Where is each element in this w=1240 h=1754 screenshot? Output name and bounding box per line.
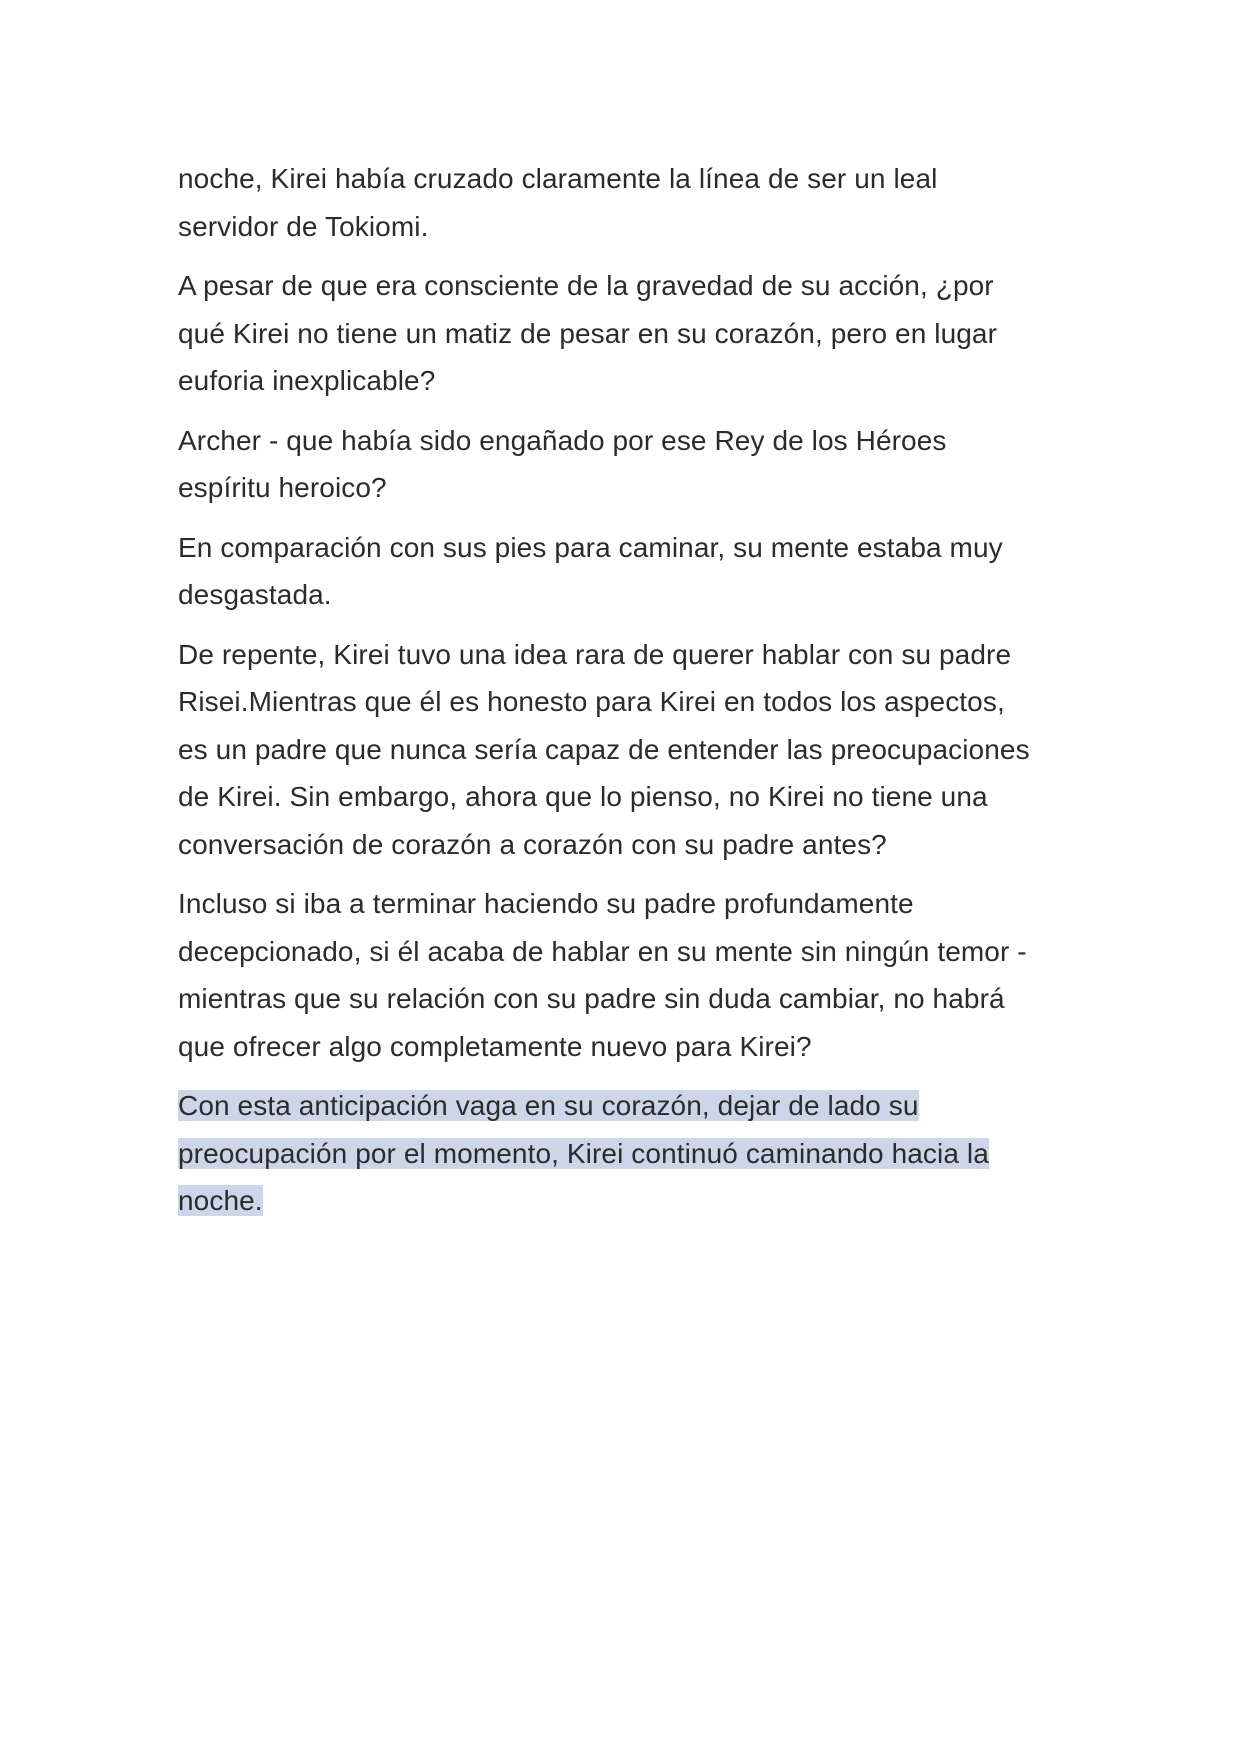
document-body [178,155,1078,1237]
text-line: desgastada. [178,579,332,610]
text-line: espíritu heroico? [178,472,387,503]
highlighted-line[interactable] [178,1082,1078,1130]
highlighted-line[interactable] [178,1177,1078,1225]
highlighted-line[interactable] [178,1130,1078,1178]
paragraph-6 [178,880,1078,1070]
text-line: euforia inexplicable? [178,365,436,396]
text-line: decepcionado, si él acaba de hablar en su mente sin ningún temor - [178,935,1027,967]
text-line: que ofrecer algo completamente nuevo para Kirei? [178,1030,812,1062]
text-line: Archer - que había sido engañado por ese Rey de los Héroes [178,424,947,456]
text-line: de Kirei. Sin embargo, ahora que lo pienso, no Kirei no tiene una [178,781,988,812]
highlighted-text[interactable]: noche. [178,1185,263,1216]
text-line: servidor de Tokiomi. [178,210,429,242]
paragraph-1 [178,155,1078,250]
highlighted-paragraph[interactable] [178,1082,1078,1225]
paragraph-4 [178,524,1078,619]
text-line: mientras que su relación con su padre sin duda cambiar, no habrá [178,983,1005,1014]
text-line: es un padre que nunca sería capaz de entender las preocupaciones [178,733,1030,765]
text-line: De repente, Kirei tuvo una idea rara de querer hablar con su padre [178,638,1012,670]
paragraph-3 [178,417,1078,512]
highlighted-text[interactable]: Con esta anticipación vaga en su corazón, dejar de lado su [178,1090,919,1121]
paragraph-5 [178,631,1078,869]
text-line: qué Kirei no tiene un matiz de pesar en su corazón, pero en lugar [178,317,998,349]
text-line: En comparación con sus pies para caminar, su mente estaba muy [178,531,1003,563]
highlighted-text[interactable]: preocupación por el momento, Kirei continuó caminando hacia la [178,1137,989,1169]
paragraph-2 [178,262,1078,405]
text-line: Incluso si iba a terminar haciendo su padre profundamente [178,888,914,919]
text-line: Risei.Mientras que él es honesto para Kirei en todos los aspectos, [178,686,1005,717]
text-line: conversación de corazón a corazón con su padre antes? [178,828,887,860]
text-line: noche, Kirei había cruzado claramente la línea de ser un leal [178,163,938,194]
text-line: A pesar de que era consciente de la gravedad de su acción, ¿por [178,270,994,301]
